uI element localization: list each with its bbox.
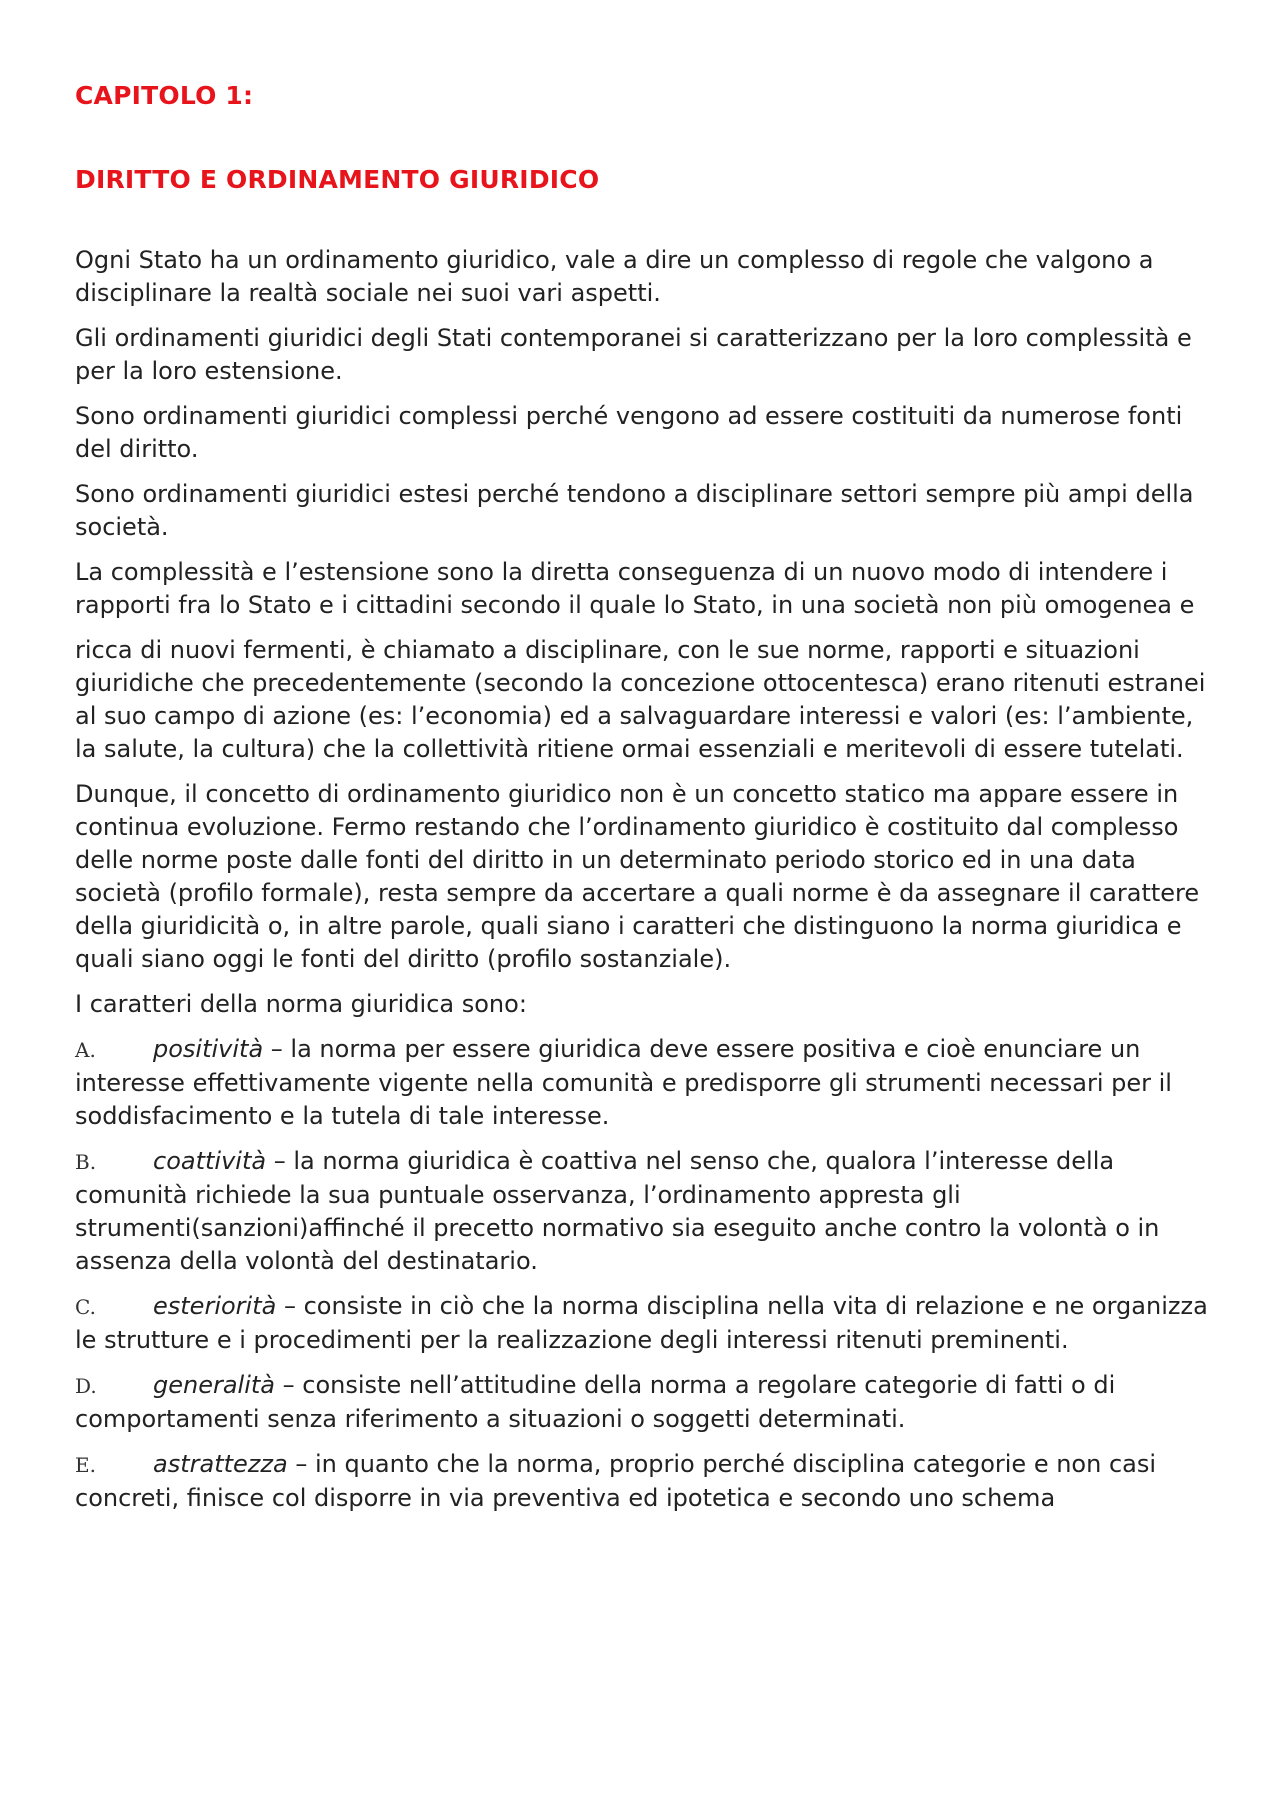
list-term: esteriorità [153,1292,277,1320]
list-term: positività [153,1035,264,1063]
paragraph: Sono ordinamenti giuridici estesi perché tendono a disciplinare settori sempre più ampi della società. [75,480,1194,541]
list-term: generalità [153,1371,276,1399]
list-text: – in quanto che la norma, proprio perché disciplina categorie e non casi concreti, finisce col disporre in via preventiva ed ipotetica e secondo uno schema [75,1450,1157,1512]
list-marker: A. [75,1038,96,1062]
list-marker: C. [75,1295,96,1319]
list-marker: B. [75,1150,97,1174]
list-text: – consiste in ciò che la norma disciplina nella vita di relazione e ne organizza le strutture e i procedimenti per la realizzazione degli interessi ritenuti preminenti. [75,1292,1208,1354]
list-item [75,1448,1215,1515]
list-item [75,1033,1215,1133]
list-item [75,1369,1215,1436]
list-intro: I caratteri della norma giuridica sono: [75,990,527,1018]
list-text: – consiste nell’attitudine della norma a regolare categorie di fatti o di comportamenti senza riferimento a situazioni o soggetti determinati. [75,1371,1116,1433]
paragraph: Sono ordinamenti giuridici complessi perché vengono ad essere costituiti da numerose fonti del diritto. [75,402,1183,463]
list-marker: E. [75,1453,96,1477]
paragraph: La complessità e l’estensione sono la diretta conseguenza di un nuovo modo di intendere i rapporti fra lo Stato e i cittadini secondo il quale lo Stato, in una società non più omogenea e [75,558,1195,619]
chapter-title: DIRITTO E ORDINAMENTO GIURIDICO [75,165,600,194]
paragraph: ricca di nuovi fermenti, è chiamato a disciplinare, con le sue norme, rapporti e situazioni giuridiche che precedentemente (secondo la concezione ottocentesca) erano ritenuti estranei al suo campo di azione (es: l’economia) ed a salvaguardare interessi e valori (es: l’ambiente, la salute, la cultura) che la collettività ritiene ormai essenziali e meritevoli di essere tutelati. [75,636,1206,763]
paragraph: Ogni Stato ha un ordinamento giuridico, vale a dire un complesso di regole che valgono a disciplinare la realtà sociale nei suoi vari aspetti. [75,246,1154,307]
list-marker: D. [75,1374,97,1398]
list-item [75,1290,1215,1357]
list-text: – la norma giuridica è coattiva nel senso che, qualora l’interesse della comunità richiede la sua puntuale osservanza, l’ordinamento appresta gli strumenti(sanzioni)affinché il precetto normativo sia eseguito anche contro la volontà o in assenza della volontà del destinatario. [75,1147,1160,1275]
document-body [75,244,1215,1527]
paragraph: Gli ordinamenti giuridici degli Stati contemporanei si caratterizzano per la loro complessità e per la loro estensione. [75,324,1192,385]
characteristics-list [75,1033,1215,1515]
chapter-heading: CAPITOLO 1: [75,81,254,110]
list-term: coattività [153,1147,267,1175]
list-term: astrattezza [153,1450,288,1478]
list-item [75,1145,1215,1278]
list-text: – la norma per essere giuridica deve essere positiva e cioè enunciare un interesse effettivamente vigente nella comunità e predisporre gli strumenti necessari per il soddisfacimento e la tutela di tale interesse. [75,1035,1172,1130]
paragraph: Dunque, il concetto di ordinamento giuridico non è un concetto statico ma appare essere in continua evoluzione. Fermo restando che l’ordinamento giuridico è costituito dal complesso delle norme poste dalle fonti del diritto in un determinato periodo storico ed in una data società (profilo formale), resta sempre da accertare a quali norme è da assegnare il carattere della giuridicità o, in altre parole, quali siano i caratteri che distinguono la norma giuridica e quali siano oggi le fonti del diritto (profilo sostanziale). [75,780,1200,973]
